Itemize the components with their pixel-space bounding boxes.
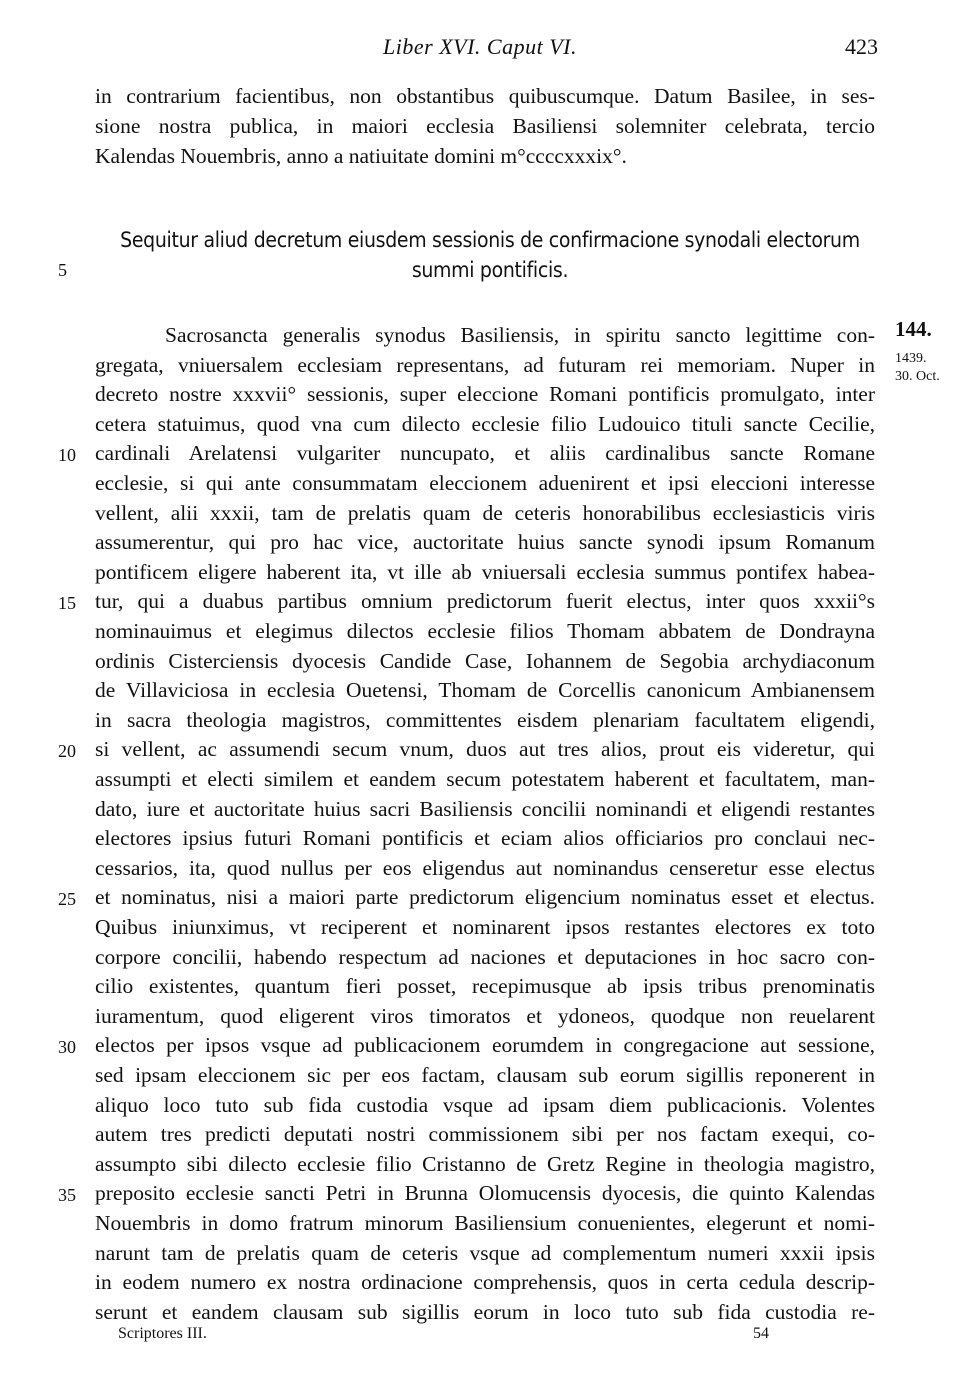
footer-sheet-number: 54	[753, 1325, 769, 1342]
margin-year: 1439.	[895, 351, 927, 366]
body-text-line: ecclesie, si qui ante consummatam eleccionem aduenirent et ipsi eleccioni interesse	[95, 471, 875, 495]
body-text-line: cilio existentes, quantum fieri posset, recepimusque ab ipsis tribus prenominatis	[95, 974, 875, 998]
paragraph1-line: in contrarium facientibus, non obstantibus quibuscumque. Datum Basilee, in ses-	[95, 84, 875, 108]
body-text-line: tur, qui a duabus partibus omnium predictorum fuerit electus, inter quos xxxii°s	[95, 589, 875, 613]
section-heading-line2: summi pontificis.	[411, 258, 569, 282]
body-text-line: sed ipsam eleccionem sic per eos factam, clausam sub eorum sigillis reponerent in	[95, 1063, 875, 1087]
body-text-line: de Villaviciosa in ecclesia Ouetensi, Thomam de Corcellis canonicum Ambianensem	[95, 678, 875, 702]
margin-date: 30. Oct.	[895, 369, 940, 384]
line-number: 20	[58, 741, 76, 761]
page-footer	[0, 1325, 960, 1351]
body-text-line: assumpto sibi dilecto ecclesie filio Cristanno de Gretz Regine in theologia magistro,	[95, 1152, 875, 1176]
body-text-line: electores ipsius futuri Romani pontificis et eciam alios officiarios pro conclaui nec-	[95, 826, 875, 850]
line-number: 10	[58, 445, 76, 465]
section-heading-line1: Sequitur aliud decretum eiusdem sessionis de confirmacione synodali electorum	[120, 228, 860, 252]
body-text-line: aliquo loco tuto sub fida custodia vsque ad ipsam diem publicacionis. Volentes	[95, 1093, 875, 1117]
line-number: 30	[58, 1037, 76, 1057]
footer-signature: Scriptores III.	[118, 1325, 207, 1342]
body-text-line: preposito ecclesie sancti Petri in Brunna Olomucensis dyocesis, die quinto Kalendas	[95, 1181, 875, 1205]
body-text-line: nominauimus et elegimus dilectos ecclesie filios Thomam abbatem de Dondrayna	[95, 619, 875, 643]
body-text-line: et nominatus, nisi a maiori parte predictorum eligencium nominatus esset et electus.	[95, 885, 875, 909]
body-text-line: cetera statuimus, quod vna cum dilecto ecclesie filio Ludouico tituli sancte Cecilie,	[95, 412, 875, 436]
body-text-line: corpore concilii, habendo respectum ad naciones et deputaciones in hoc sacro con-	[95, 945, 875, 969]
body-text-line: assumpti et electi similem et eandem secum potestatem haberent et facultatem, man-	[95, 767, 875, 791]
body-text-line: electos per ipsos vsque ad publicacionem eorumdem in congregacione aut sessione,	[95, 1033, 875, 1057]
body-text-line: Sacrosancta generalis synodus Basiliensis, in spiritu sancto legittime con-	[165, 323, 875, 347]
body-text-line: gregata, vniuersalem ecclesiam representans, ad futuram rei memoriam. Nuper in	[95, 353, 875, 377]
paragraph1-line: Kalendas Nouembris, anno a natiuitate domini m°ccccxxxix°.	[95, 144, 627, 168]
body-text-line: in sacra theologia magistros, committentes eisdem plenariam facultatem eligendi,	[95, 708, 875, 732]
line-number: 5	[58, 260, 67, 280]
body-text-line: decreto nostre xxxvii° sessionis, super eleccione Romani pontificis promulgato, inter	[95, 382, 875, 406]
body-text-line: ordinis Cisterciensis dyocesis Candide Case, Iohannem de Segobia archydiaconum	[95, 649, 875, 673]
page-number: 423	[845, 34, 878, 59]
line-number: 15	[58, 593, 76, 613]
running-header	[0, 34, 960, 64]
line-number: 25	[58, 889, 76, 909]
body-text-line: dato, iure et auctoritate huius sacri Basiliensis concilii nominandi et eligendi restantes	[95, 797, 875, 821]
body-text-line: cardinali Arelatensi vulgariter nuncupato, et aliis cardinalibus sancte Romane	[95, 441, 875, 465]
line-number: 35	[58, 1185, 76, 1205]
body-text-line: Quibus iniunximus, vt reciperent et nominarent ipsos restantes electores ex toto	[95, 915, 875, 939]
body-text-line: narunt tam de prelatis quam de ceteris vsque ad complementum numeri xxxii ipsis	[95, 1241, 875, 1265]
body-text-line: pontificem eligere haberent ita, vt ille ab vniuersali ecclesia summus pontifex habea-	[95, 560, 875, 584]
body-text-line: Nouembris in domo fratrum minorum Basiliensium conuenientes, elegerunt et nomi-	[95, 1211, 875, 1235]
body-text-line: serunt et eandem clausam sub sigillis eorum in loco tuto sub fida custodia re-	[95, 1300, 875, 1324]
body-text-line: si vellent, ac assumendi secum vnum, duos aut tres alios, prout eis videretur, qui	[95, 737, 875, 761]
margin-section-number: 144.	[895, 317, 932, 341]
body-text-line: vellent, alii xxxii, tam de prelatis quam de ceteris honorabilibus ecclesiasticis viris	[95, 501, 875, 525]
running-title: Liber XVI. Caput VI.	[383, 34, 577, 59]
body-text-line: autem tres predicti deputati nostri commissionem sibi per nos factam exequi, co-	[95, 1122, 875, 1146]
paragraph1-line: sione nostra publica, in maiori ecclesia Basiliensi solemniter celebrata, tercio	[95, 114, 875, 138]
body-text-line: in eodem numero ex nostra ordinacione comprehensis, quos in certa cedula descrip-	[95, 1270, 875, 1294]
body-text-line: iuramentum, quod eligerent viros timoratos et ydoneos, quodque non reuelarent	[95, 1004, 875, 1028]
body-text-line: cessarios, ita, quod nullus per eos eligendus aut nominandus censeretur esse electus	[95, 856, 875, 880]
body-text-line: assumerentur, qui pro hac vice, auctoritate huius sancte synodi ipsum Romanum	[95, 530, 875, 554]
